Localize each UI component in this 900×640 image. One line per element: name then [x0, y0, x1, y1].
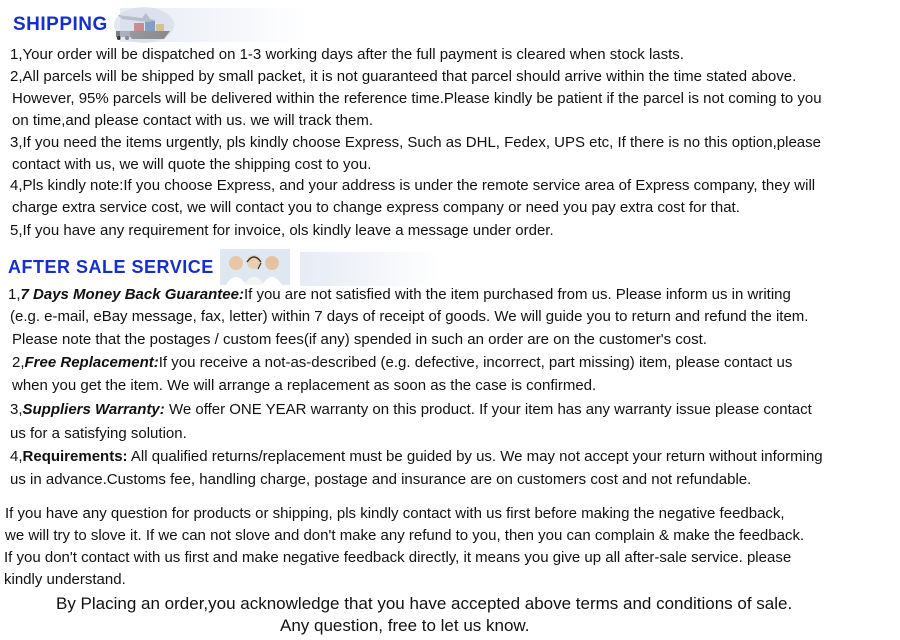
- item-title: Suppliers Warranty:: [22, 401, 165, 418]
- after-sale-item-1: [8, 286, 791, 304]
- after-sale-item-3-line-2: us for a satisfying solution.: [10, 425, 187, 442]
- item-text: If you are not satisfied with the item purchased from us. Please inform us in writing: [243, 286, 791, 303]
- shipping-item-4-line-2: charge extra service cost, we will contact you to change express company or need you pay extra cost for that.: [12, 199, 740, 216]
- closing-line-1: By Placing an order,you acknowledge that you have accepted above terms and conditions of sale.: [56, 594, 793, 613]
- feedback-line-3: If you don't contact with us first and make negative feedback directly, it means you give up all after-sale service. please: [4, 549, 792, 566]
- item-title: Requirements:: [22, 448, 128, 465]
- item-text: If you receive a not-as-described (e.g. defective, incorrect, part missing) item, please contact us: [158, 354, 793, 371]
- heading-fade-decoration: [120, 8, 310, 42]
- item-number: 4,: [10, 448, 23, 465]
- after-sale-item-3: [10, 401, 812, 419]
- after-sale-item-4-line-2: us in advance.Customs fee, handling charge, postage and insurance are on customers cost and not refundable.: [10, 471, 752, 488]
- item-number: 3,: [10, 401, 23, 418]
- shipping-item-1-line-1: 1,Your order will be dispatched on 1-3 working days after the full payment is cleared when stock lasts.: [10, 46, 684, 63]
- item-text: All qualified returns/replacement must be guided by us. We may not accept your return without informing: [127, 448, 823, 465]
- shipping-heading: SHIPPING: [13, 14, 108, 35]
- item-title: Free Replacement:: [24, 354, 159, 371]
- shipping-item-2-line-3: on time,and please contact with us. we will track them.: [12, 112, 373, 129]
- customer-service-headset-icon: [220, 249, 290, 285]
- item-number: 2,: [12, 354, 25, 371]
- feedback-line-1: If you have any question for products or shipping, pls kindly contact with us first before making the negative feedback,: [5, 505, 785, 522]
- item-number: 1,: [8, 286, 21, 303]
- closing-line-2: Any question, free to let us know.: [280, 616, 530, 635]
- after-sale-item-1-line-2: (e.g. e-mail, eBay message, fax, letter) within 7 days of receipt of goods. We will guide you to return and refund the item.: [10, 308, 809, 325]
- item-title: 7 Days Money Back Guarantee:: [20, 286, 244, 303]
- after-sale-item-2: [12, 354, 792, 372]
- heading-fade-decoration-2: [300, 252, 440, 286]
- feedback-line-4: kindly understand.: [4, 571, 126, 588]
- after-sale-item-2-line-2: when you get the item. We will arrange a replacement as soon as the case is confirmed.: [12, 377, 597, 394]
- shipping-item-2-line-1: 2,All parcels will be shipped by small packet, it is not guaranteed that parcel should arrive within the time stated above.: [10, 68, 797, 85]
- item-text: We offer ONE YEAR warranty on this product. If your item has any warranty issue please contact: [164, 401, 812, 418]
- after-sale-heading: AFTER SALE SERVICE: [8, 256, 214, 277]
- after-sale-item-4: [10, 448, 823, 466]
- shipping-item-3-line-1: 3,If you need the items urgently, pls kindly choose Express, Such as DHL, Fedex, UPS etc, If there is no this option,please: [10, 134, 821, 151]
- after-sale-header: [8, 248, 290, 286]
- shipping-item-2-line-2: However, 95% parcels will be delivered within the reference time.Please kindly be patient if the parcel is not coming to you: [12, 90, 822, 107]
- after-sale-item-1-line-3: Please note that the postages / custom fees(if any) spended in such an order are on the customer's cost.: [12, 331, 707, 348]
- shipping-item-3-line-2: contact with us, we will quote the shipping cost to you.: [12, 156, 372, 173]
- shipping-item-4-line-1: 4,Pls kindly note:If you choose Express, and your address is under the remote service area of Express company, they will: [10, 177, 816, 194]
- feedback-line-2: we will try to slove it. If we can not slove and don't make any refund to you, then you can complain & make the feedback.: [5, 527, 805, 544]
- shipping-item-5-line-1: 5,If you have any requirement for invoice, ols kindly leave a message under order.: [10, 222, 554, 239]
